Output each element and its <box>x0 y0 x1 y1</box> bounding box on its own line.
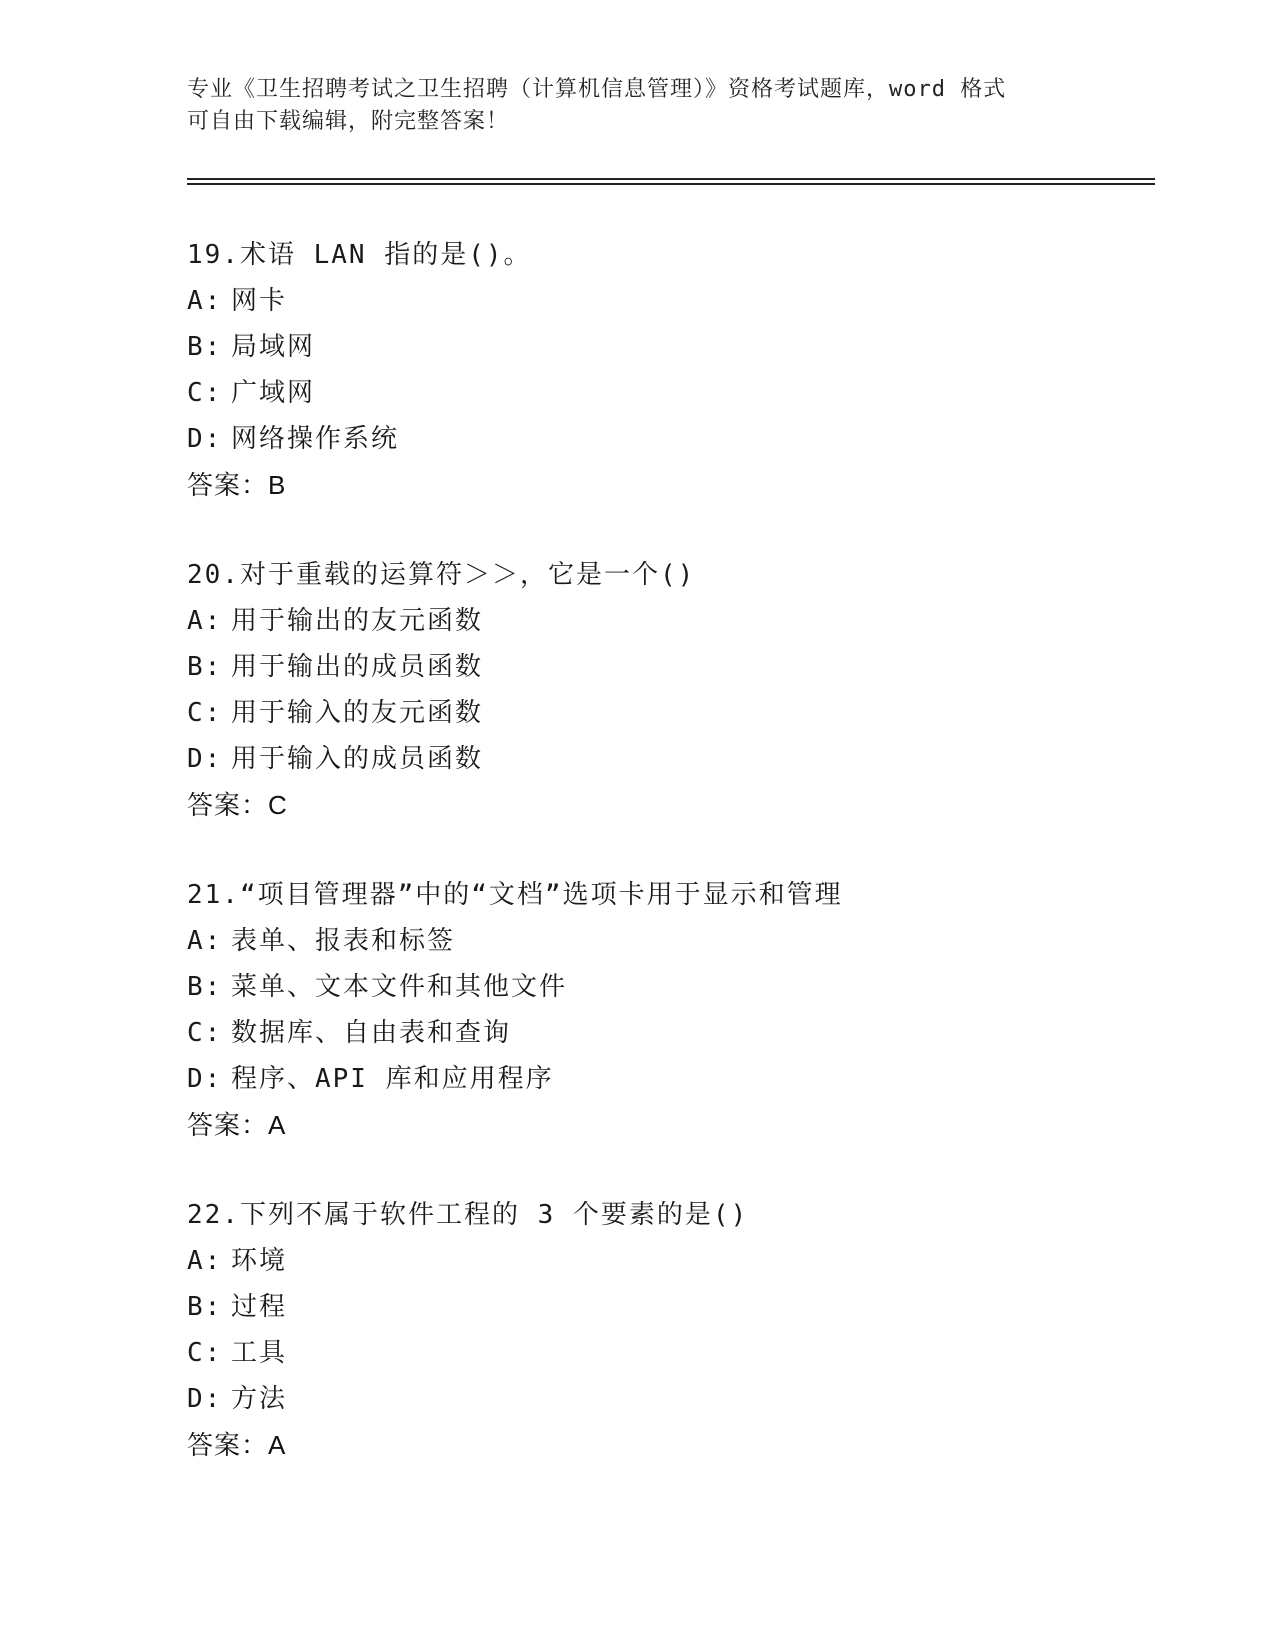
question-22 <box>187 1192 1147 1468</box>
option-text: 菜单、文本文件和其他文件 <box>231 972 568 1002</box>
option-text: 过程 <box>231 1292 288 1322</box>
question-stem: 20.对于重载的运算符＞＞，它是一个() <box>187 560 696 590</box>
answer-line: 答案：A <box>187 1110 287 1140</box>
question-stem: 21.“项目管理器”中的“文档”选项卡用于显示和管理 <box>187 880 843 910</box>
option-b <box>187 324 1147 370</box>
question-spacer <box>187 828 1147 872</box>
option-d <box>187 1056 1147 1102</box>
question-spacer <box>187 1148 1147 1192</box>
option-c <box>187 1330 1147 1376</box>
option-key: C: <box>187 1018 223 1048</box>
answer-line: 答案：C <box>187 790 288 820</box>
option-text: 数据库、自由表和查询 <box>231 1018 512 1048</box>
document-header <box>187 74 1087 138</box>
answer-line: 答案：A <box>187 1430 287 1460</box>
option-d <box>187 416 1147 462</box>
question-stem: 19.术语 LAN 指的是()。 <box>187 240 532 270</box>
question-19 <box>187 232 1147 508</box>
option-text: 用于输出的友元函数 <box>231 606 484 636</box>
header-divider-top <box>187 178 1155 180</box>
option-key: D: <box>187 424 223 454</box>
option-key: B: <box>187 652 223 682</box>
option-c <box>187 690 1147 736</box>
option-d <box>187 736 1147 782</box>
option-a <box>187 1238 1147 1284</box>
option-text: 环境 <box>231 1246 288 1276</box>
option-d <box>187 1376 1147 1422</box>
option-b <box>187 1284 1147 1330</box>
option-c <box>187 370 1147 416</box>
header-line-2: 可自由下载编辑，附完整答案！ <box>187 109 510 134</box>
answer-line: 答案：B <box>187 470 287 500</box>
option-key: D: <box>187 1064 223 1094</box>
option-text: 用于输出的成员函数 <box>231 652 484 682</box>
option-text: 网卡 <box>231 286 288 316</box>
option-key: C: <box>187 698 223 728</box>
option-key: A: <box>187 1246 223 1276</box>
header-divider-bottom <box>187 183 1155 185</box>
option-b <box>187 644 1147 690</box>
option-key: A: <box>187 606 223 636</box>
option-key: C: <box>187 378 223 408</box>
option-text: 广域网 <box>231 378 316 408</box>
option-b <box>187 964 1147 1010</box>
option-key: A: <box>187 926 223 956</box>
option-a <box>187 598 1147 644</box>
option-text: 工具 <box>231 1338 288 1368</box>
option-a <box>187 278 1147 324</box>
question-21 <box>187 872 1147 1148</box>
option-text: 程序、API 库和应用程序 <box>231 1064 554 1094</box>
header-line-1: 专业《卫生招聘考试之卫生招聘（计算机信息管理）》资格考试题库，word 格式 <box>187 77 1007 102</box>
option-key: D: <box>187 1384 223 1414</box>
option-key: B: <box>187 972 223 1002</box>
option-text: 网络操作系统 <box>231 424 400 454</box>
option-key: A: <box>187 286 223 316</box>
option-key: B: <box>187 332 223 362</box>
option-text: 方法 <box>231 1384 288 1414</box>
option-key: D: <box>187 744 223 774</box>
option-a <box>187 918 1147 964</box>
option-text: 表单、报表和标签 <box>231 926 456 956</box>
question-stem: 22.下列不属于软件工程的 3 个要素的是() <box>187 1200 749 1230</box>
option-key: B: <box>187 1292 223 1322</box>
question-list <box>187 232 1147 1468</box>
option-text: 用于输入的成员函数 <box>231 744 484 774</box>
question-spacer <box>187 508 1147 552</box>
question-20 <box>187 552 1147 828</box>
option-key: C: <box>187 1338 223 1368</box>
option-text: 用于输入的友元函数 <box>231 698 484 728</box>
option-text: 局域网 <box>231 332 316 362</box>
option-c <box>187 1010 1147 1056</box>
